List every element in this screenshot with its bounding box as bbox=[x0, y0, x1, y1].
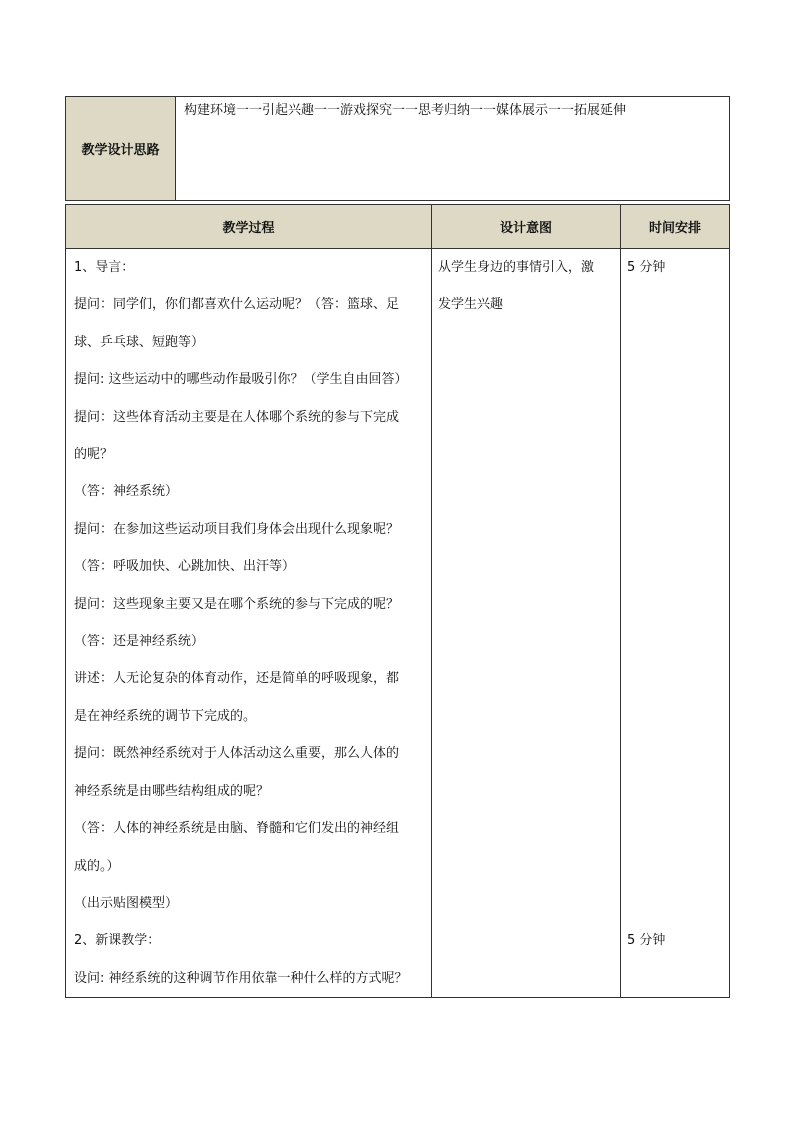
time-first: 5 分钟 bbox=[627, 260, 666, 275]
process-line: 提问：同学们，你们都喜欢什么运动呢？（答：篮球、足 bbox=[74, 297, 400, 313]
process-line: 是在神经系统的调节下完成的。 bbox=[74, 708, 257, 724]
intent-lines bbox=[432, 249, 620, 324]
lesson-plan-table bbox=[65, 96, 730, 998]
header-time: 时间安排 bbox=[621, 205, 730, 249]
process-line: 提问：既然神经系统对于人体活动这么重要，那么人体的 bbox=[74, 746, 400, 762]
process-line: （答：还是神经系统） bbox=[74, 634, 205, 650]
design-label: 教学设计思路 bbox=[66, 97, 176, 201]
process-line: 提问：这些现象主要又是在哪个系统的参与下完成的呢？ bbox=[74, 596, 400, 612]
process-line: （答：神经系统） bbox=[74, 484, 179, 500]
process-line: （答：人体的神经系统是由脑、脊髓和它们发出的神经组 bbox=[74, 821, 400, 837]
design-flow: 构建环境一一引起兴趣一一游戏探究一一思考归纳一一媒体展示一一拓展延伸 bbox=[176, 97, 730, 201]
intent-cell bbox=[432, 249, 621, 998]
process-line: 1、导言： bbox=[74, 260, 135, 275]
process-line: 提问：在参加这些运动项目我们身体会出现什么现象呢？ bbox=[74, 521, 400, 537]
time-second: 5 分钟 bbox=[627, 933, 666, 948]
process-line: 设问: 神经系统的这种调节作用依靠一种什么样的方式呢？ bbox=[74, 970, 408, 986]
process-line: 神经系统是由哪些结构组成的呢？ bbox=[74, 783, 270, 799]
process-line: 成的。） bbox=[74, 858, 120, 874]
header-row bbox=[66, 205, 730, 249]
intent-line: 发学生兴趣 bbox=[438, 297, 504, 313]
process-line: 的呢？ bbox=[74, 447, 114, 463]
process-line: 球、乒乓球、短跑等） bbox=[74, 334, 205, 350]
time-cell bbox=[621, 249, 730, 998]
process-line: 讲述：人无论复杂的体育动作，还是简单的呼吸现象，都 bbox=[74, 671, 400, 687]
content-row bbox=[66, 249, 730, 998]
intent-line: 从学生身边的事情引入，激 bbox=[438, 260, 595, 275]
process-line: （出示贴图模型） bbox=[74, 895, 179, 911]
process-cell bbox=[66, 249, 432, 998]
process-lines bbox=[66, 249, 431, 997]
header-process: 教学过程 bbox=[66, 205, 432, 249]
design-row bbox=[66, 97, 730, 201]
process-line: （答：呼吸加快、心跳加快、出汗等） bbox=[74, 559, 296, 575]
lesson-plan-sheet bbox=[65, 96, 729, 998]
header-intent: 设计意图 bbox=[432, 205, 621, 249]
process-line: 2、新课教学： bbox=[74, 933, 161, 949]
process-line: 提问: 这些运动中的哪些动作最吸引你？（学生自由回答） bbox=[74, 372, 408, 388]
process-line: 提问：这些体育活动主要是在人体哪个系统的参与下完成 bbox=[74, 409, 400, 425]
